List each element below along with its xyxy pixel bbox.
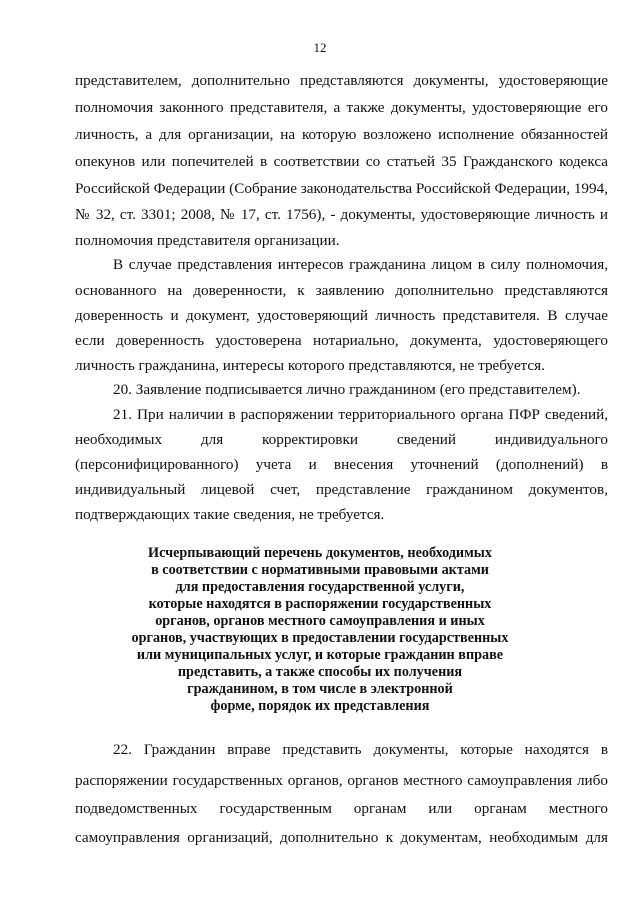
p5-line-4: самоуправления организаций, дополнительно к документам, необходимым для	[75, 829, 608, 846]
p2-line-2: основанного на доверенности, к заявлению дополнительно представляются	[75, 282, 608, 299]
p1-line-2: полномочия законного представителя, а также документы, удостоверяющие его	[75, 99, 608, 116]
p2-line-3: доверенность и документ, удостоверяющий личность представителя. В случае	[75, 307, 608, 324]
heading-line: гражданином, в том числе в электронной	[187, 681, 453, 697]
p3-line-1: 20. Заявление подписывается лично гражданином (его представителем).	[113, 381, 581, 398]
heading-line: органов, участвующих в предоставлении государственных	[131, 630, 509, 646]
heading-line: для предоставления государственной услуги,	[175, 579, 465, 595]
p2-line-1: В случае представления интересов гражданина лицом в силу полномочия,	[113, 256, 608, 273]
p4-line-4: индивидуальный лицевой счет, представление гражданином документов,	[75, 481, 608, 498]
heading-line: в соответствии с нормативными правовыми актами	[151, 562, 489, 578]
heading-line: которые находятся в распоряжении государственных	[148, 596, 492, 612]
p4-line-5: подтверждающих такие сведения, не требуется.	[75, 506, 385, 523]
p1-line-1: представителем, дополнительно представляются документы, удостоверяющие	[75, 72, 608, 89]
p2-line-4: если доверенность удостоверена нотариально, документа, удостоверяющего	[75, 332, 608, 349]
heading-line: или муниципальных услуг, и которые гражданин вправе	[136, 647, 504, 663]
section-heading	[120, 545, 520, 715]
p5-line-3: подведомственных государственным органам или органам местного	[75, 800, 608, 817]
p1-line-4: опекунов или попечителей в соответствии со статьей 35 Гражданского кодекса	[75, 153, 608, 170]
p1-line-7: полномочия представителя организации.	[75, 232, 340, 249]
p4-line-3: (персонифицированного) учета и внесения уточнений (дополнений) в	[75, 456, 608, 473]
p1-line-3: личность, а для организации, на которую возложено исполнение обязанностей	[75, 126, 608, 143]
p1-line-5: Российской Федерации (Собрание законодательства Российской Федерации, 1994,	[75, 180, 609, 197]
p1-line-6: № 32, ст. 3301; 2008, № 17, ст. 1756), - документы, удостоверяющие личность и	[75, 206, 608, 223]
p2-line-5: личность гражданина, интересы которого представляются, не требуется.	[75, 357, 545, 374]
page-number: 12	[313, 40, 327, 55]
p4-line-1: 21. При наличии в распоряжении территориального органа ПФР сведений,	[113, 406, 608, 423]
p5-line-1: 22. Гражданин вправе представить документы, которые находятся в	[113, 741, 608, 758]
heading-line: представить, а также способы их получения	[177, 664, 463, 680]
heading-line: форме, порядок их представления	[210, 698, 430, 714]
p4-line-2: необходимых для корректировки сведений индивидуального	[75, 431, 608, 448]
heading-line: Исчерпывающий перечень документов, необходимых	[148, 545, 492, 561]
heading-line: органов, органов местного самоуправления и иных	[155, 613, 485, 629]
p5-line-2: распоряжении государственных органов, органов местного самоуправления либо	[75, 772, 608, 789]
